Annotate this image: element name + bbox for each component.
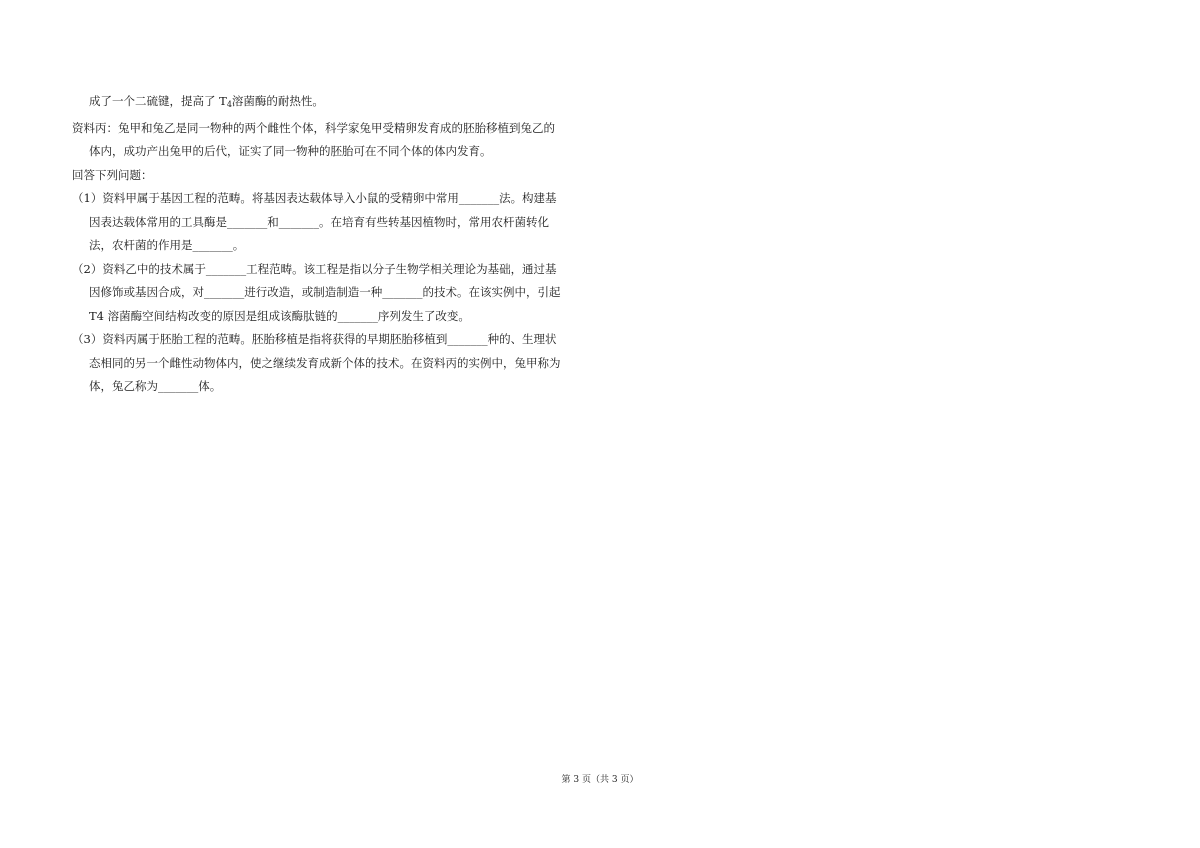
question-1-line-3: 法，农杆菌的作用是_______。 [89,238,245,252]
exam-text-column [72,90,597,399]
material-c-line-1: 资料丙：兔甲和兔乙是同一物种的两个雌性个体，科学家兔甲受精卵发育成的胚胎移植到兔乙的 [72,120,555,135]
question-1-line-2: 因表达载体常用的工具酶是_______和_______。在培育有些转基因植物时，常用农杆菌转化 [89,214,549,229]
question-3-line-1: （3）资料丙属于胚胎工程的范畴。胚胎移植是指将获得的早期胚胎移植到_______种的、生理状 [72,332,557,346]
question-3-line-2: 态相同的另一个雌性动物体内，使之继续发育成新个体的技术。在资料丙的实例中，兔甲称为 [89,355,561,370]
answer-prompt: 回答下列问题： [72,167,153,182]
subscript-4: 4 [226,100,232,109]
question-1-line-1: （1）资料甲属于基因工程的范畴。将基因表达载体导入小鼠的受精卵中常用_______法。构建基 [72,191,557,205]
question-2-line-1: （2）资料乙中的技术属于_______工程范畴。该工程是指以分子生物学相关理论为基础，通过基 [72,261,557,276]
question-2-line-3: T4 溶菌酶空间结构改变的原因是组成该酶肽链的_______序列发生了改变。 [89,308,470,323]
material-c-line-2: 体内，成功产出兔甲的后代，证实了同一物种的胚胎可在不同个体的体内发育。 [89,144,492,158]
question-3-line-3: 体，兔乙称为_______体。 [89,379,222,393]
text-line-1-part-b: 溶菌酶的耐热性。 [231,94,324,108]
question-2-line-2: 因修饰或基因合成，对_______进行改造，或制造制造一种_______的技术。在该实例中，引起 [89,285,561,299]
text-line-1 [72,90,597,117]
text-line-1-part-a: 成了一个二硫键，提高了 T [89,94,227,108]
page-footer: 第 3 页（共 3 页） [561,775,639,785]
